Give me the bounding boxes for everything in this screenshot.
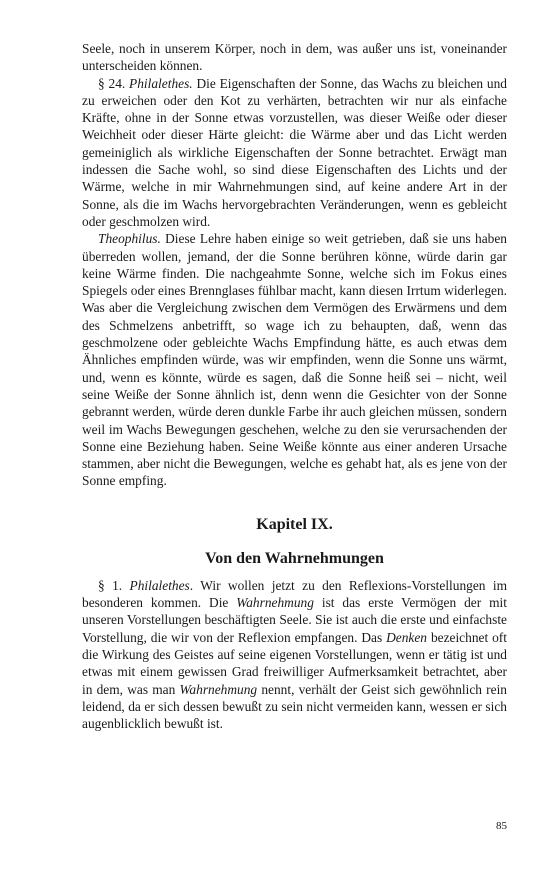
paragraph-theophilus xyxy=(82,230,507,489)
page-body xyxy=(82,40,507,732)
chapter-subtitle: Von den Wahrnehmungen xyxy=(205,549,384,567)
page-number: 85 xyxy=(496,820,507,832)
section-marker: § 24. xyxy=(98,75,126,91)
section-marker: § 1. xyxy=(98,577,123,593)
paragraph-continuation xyxy=(82,40,507,75)
paragraph-section-1 xyxy=(82,577,507,733)
paragraph-text: ist das erste Vermögen der mit unseren Vorstellungen beschäftigten Seele. Sie ist auch die erste und einfachste Vorstellung, die wir von der Reflexion empfangen. Das xyxy=(82,595,507,645)
paragraph-text: Seele, noch in unserem Körper, noch in dem, was außer uns ist, voneinander unterscheiden können. xyxy=(82,41,507,74)
paragraph-text: Diese Lehre haben einige so weit getrieben, daß sie uns haben überreden wollen, jemand, der die Sonne berühren könne, würde darin gar keine Wärme finden. Die nachgeahmte Sonne, welche sich im Fokus eines Spiegels oder eines Brennglases fühlbar macht, kann diesen Irrtum widerlegen. Was aber die Vergleichung zwischen dem Vermögen des Erwärmens und dem des Schmelzens anbetrifft, so wage ich zu behaupten, daß, wenn das geschmolzene oder gebleichte Wachs Empfindung hätte, es auch etwas dem Ähnliches empfinden würde, was wir empfinden, wenn die Sonne uns wärmt, und, wenn es könnte, würde es sagen, daß die Sonne heiß sei – nicht, weil seine Weiße der Sonne ähnlich ist, denn wenn die Gesichter von der Sonne gebrannt werden, würde deren dunkle Farbe ihr auch gleichen müssen, sondern weil im Wachs Bewegungen geschehen, welche zu den sie verursachenden der Sonne eine Beziehung haben. Seine Weiße könnte aus einer anderen Ursache stammen, aber nicht die Bewegungen, welche es gehabt hat, als es jene von der Sonne empfing. xyxy=(82,231,507,489)
chapter-title: Kapitel IX. xyxy=(256,515,333,533)
speaker-name: Theophilus. xyxy=(98,231,161,247)
paragraph-text: Die Eigenschaften der Sonne, das Wachs zu bleichen und zu erweichen oder den Kot zu verhärten, betrachten wir nur als einfache Kräfte, ohne in der Sonne etwas vorzustellen, was dieser Weiße oder dieser Weichheit oder dieser Härte gleicht: die Wärme aber und das Licht werden gemeiniglich als wirkliche Eigenschaften der Sonne betrachtet. Erwägt man indessen die Sache wohl, so sind diese Eigenschaften des Lichts und der Wärme, welche in mir Wahrnehmungen sind, auf keine andere Art in der Sonne, als die im Wachs hervorgebrachten Veränderungen, wenn es gebleicht oder geschmolzen wird. xyxy=(82,75,507,229)
paragraph-text: . Wir wollen jetzt zu den Reflexions-Vorstellungen im besonderen kommen. Die xyxy=(82,577,507,611)
paragraph-section-24 xyxy=(82,75,507,231)
speaker-name: Philalethes xyxy=(129,577,190,593)
paragraph-text: nennt, verhält der Geist sich gewöhnlich rein leidend, da er sich dessen bewußt zu sein nicht vermeiden kann, wessen er sich augenblicklich bewußt ist. xyxy=(82,681,508,732)
speaker-name: Philalethes. xyxy=(129,75,193,91)
paragraph-text: bezeichnet oft die Wirkung des Geistes auf seine eigenen Vorstellungen, wenn er tätig ist und etwas mit einem gewissen Grad freiwilliger Aufmerksamkeit betrachtet, aber in dem, was man xyxy=(82,629,507,697)
emphasis-term: Denken xyxy=(386,629,428,645)
emphasis-term: Wahrnehmung xyxy=(179,681,258,697)
emphasis-term: Wahrnehmung xyxy=(236,595,314,611)
